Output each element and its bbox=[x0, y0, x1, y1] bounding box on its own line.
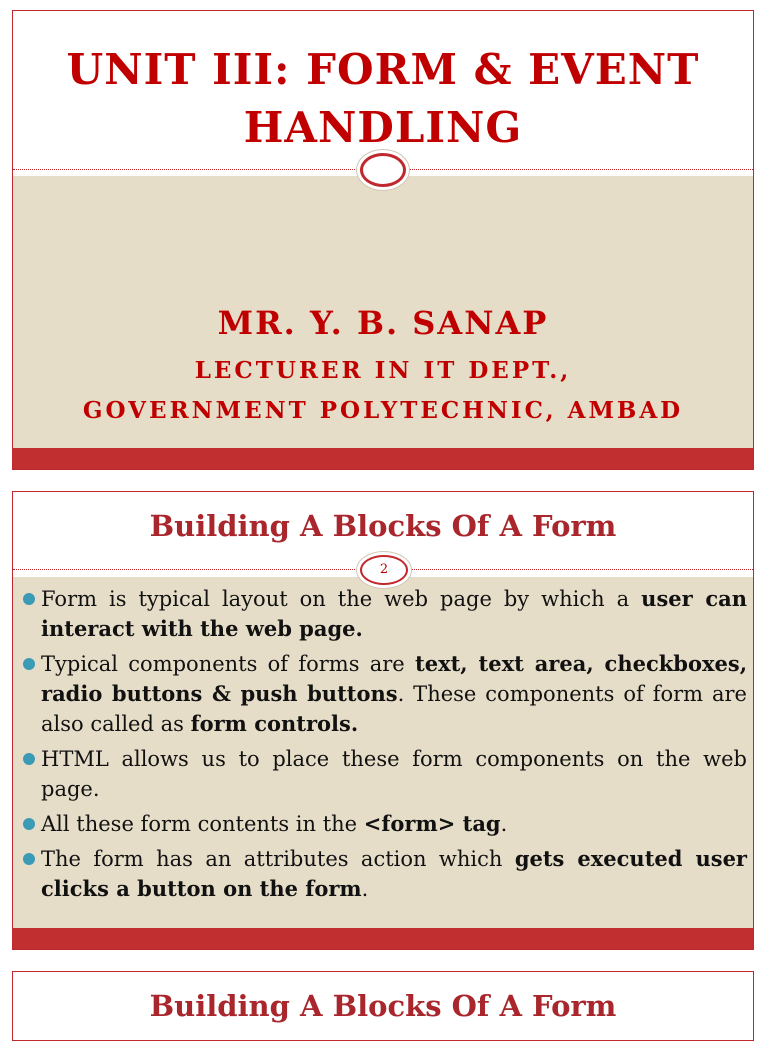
bullet-item bbox=[21, 744, 747, 804]
slide-2-footer-bar bbox=[13, 928, 753, 950]
bullet-text-bold: form controls. bbox=[190, 711, 359, 736]
bullet-text-bold: gets executed user clicks a button on the form bbox=[41, 846, 747, 901]
bullet-text-bold: user can interact with the web page. bbox=[41, 586, 747, 641]
slide-1 bbox=[12, 10, 754, 470]
bullet-item bbox=[21, 584, 747, 644]
slide-2 bbox=[12, 491, 754, 950]
bullet-item bbox=[21, 809, 747, 839]
slide-1-title-area bbox=[13, 11, 753, 171]
bullet-dot-icon bbox=[23, 658, 35, 670]
bullet-text: The form has an attributes action which bbox=[41, 847, 515, 871]
bullet-text: . bbox=[361, 877, 369, 901]
presenter-role: LECTURER IN IT DEPT., bbox=[194, 357, 572, 384]
bullet-list bbox=[21, 584, 747, 909]
slide-1-title-line-2: HANDLING bbox=[243, 103, 523, 152]
slide-1-title-line-1: UNIT III: FORM & EVENT bbox=[66, 45, 700, 94]
bullet-text-bold: text, text area, checkboxes, radio buttons & push buttons bbox=[41, 651, 748, 706]
slide-number-badge: 2 bbox=[360, 555, 408, 585]
bullet-dot-icon bbox=[23, 753, 35, 765]
slide-3-title: Building A Blocks Of A Form bbox=[149, 989, 617, 1023]
bullet-text: All these form contents in the bbox=[41, 812, 364, 836]
bullet-text: HTML allows us to place these form components on the web page. bbox=[41, 747, 747, 801]
presenter-institution: GOVERNMENT POLYTECHNIC, AMBAD bbox=[82, 397, 684, 424]
slide-3-title-area bbox=[13, 972, 753, 1041]
bullet-dot-icon bbox=[23, 853, 35, 865]
bullet-text-bold: <form> tag bbox=[363, 811, 501, 836]
bullet-item bbox=[21, 844, 747, 904]
presenter-name: MR. Y. B. SANAP bbox=[217, 304, 549, 342]
slide-2-title: Building A Blocks Of A Form bbox=[149, 509, 617, 543]
bullet-text: . These components of form are also called as bbox=[41, 682, 747, 736]
slide-1-oval-ornament bbox=[360, 153, 406, 187]
bullet-text: . bbox=[500, 812, 508, 836]
bullet-dot-icon bbox=[23, 593, 35, 605]
bullet-text: Typical components of forms are bbox=[41, 652, 416, 676]
slide-1-title bbox=[13, 41, 753, 157]
slide-3 bbox=[12, 971, 754, 1041]
slide-1-footer-bar bbox=[13, 448, 753, 470]
bullet-dot-icon bbox=[23, 818, 35, 830]
bullet-item bbox=[21, 649, 747, 739]
bullet-text: Form is typical layout on the web page by which a bbox=[41, 587, 642, 611]
